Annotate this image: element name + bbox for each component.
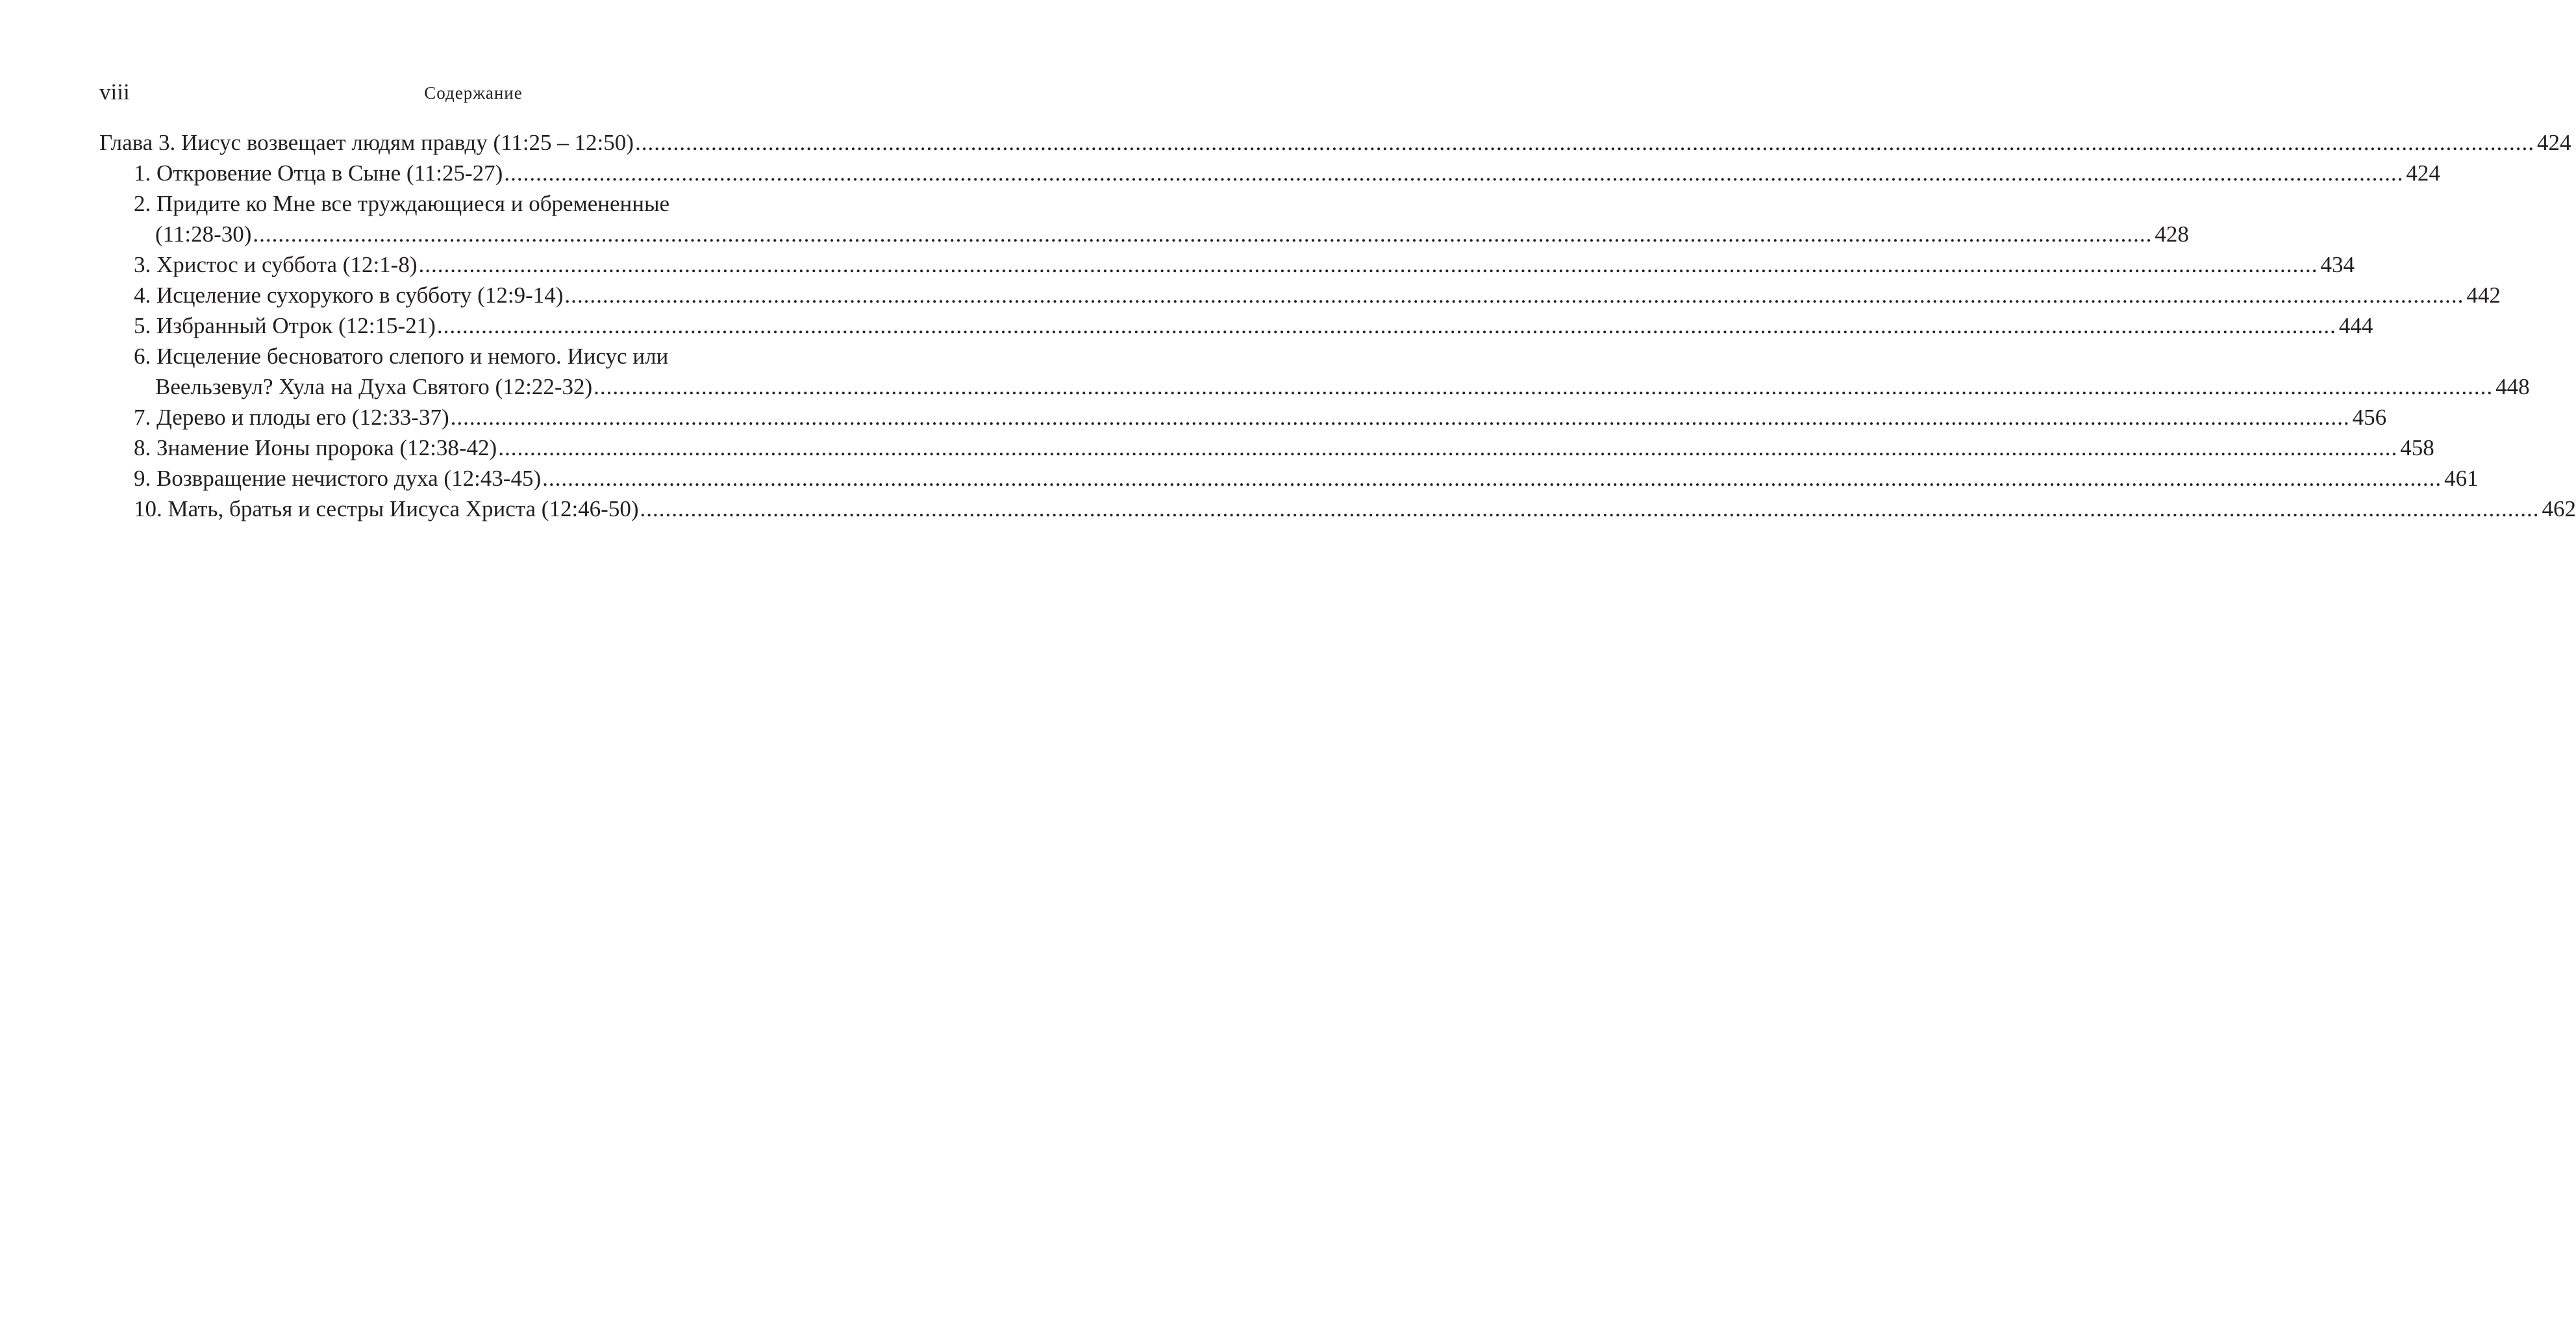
- toc-entry[interactable]: [99, 249, 2355, 280]
- toc-entry-title: 8. Знамение Ионы пророка (12:38-42): [134, 435, 497, 460]
- toc-page-number: 428: [2155, 221, 2189, 247]
- toc-entry-title: 9. Возвращение нечистого духа (12:43-45): [134, 466, 542, 491]
- toc-entry[interactable]: [99, 341, 2530, 402]
- toc-entry-title: 6. Исцеление бесноватого слепого и немого. Иисус или: [134, 344, 669, 369]
- toc-page-number: 448: [2495, 374, 2530, 399]
- toc-entry[interactable]: [99, 310, 2373, 341]
- toc-entry-title: 5. Избранный Отрок (12:15-21): [134, 313, 436, 338]
- leader-dots: ............................................................................................................................................................................................................................................................................................................: [634, 130, 2534, 155]
- toc-entry-title-continued: (11:28-30): [155, 221, 252, 247]
- leader-dots: ............................................................................................................................................................................................................................................................................................................: [594, 374, 2494, 399]
- toc-entry[interactable]: [99, 433, 2434, 463]
- leader-dots: ............................................................................................................................................................................................................................................................................................................: [542, 466, 2442, 491]
- toc-page-number: 456: [2352, 405, 2387, 430]
- toc-entry-title: 7. Дерево и плоды его (12:33-37): [134, 405, 449, 430]
- toc-entry[interactable]: [99, 158, 2440, 188]
- leader-dots: ............................................................................................................................................................................................................................................................................................................: [564, 282, 2464, 308]
- leader-dots: ............................................................................................................................................................................................................................................................................................................: [253, 221, 2153, 247]
- toc-page-number: 461: [2444, 466, 2479, 491]
- toc-chapter-entry[interactable]: [99, 127, 2571, 158]
- leader-dots: ............................................................................................................................................................................................................................................................................................................: [418, 252, 2318, 277]
- toc-entry[interactable]: [99, 494, 2576, 524]
- toc-entry-title: 3. Христос и суббота (12:1-8): [134, 252, 418, 277]
- toc-entry-title: 10. Мать, братья и сестры Иисуса Христа (12:46-50): [134, 496, 639, 521]
- toc-entry-title: 1. Откровение Отца в Сыне (11:25-27): [134, 160, 503, 186]
- toc-entry[interactable]: [99, 463, 2479, 494]
- toc-page-number: 434: [2320, 252, 2355, 277]
- table-of-contents: [99, 127, 2576, 524]
- page-header: [99, 77, 820, 108]
- leader-dots: ............................................................................................................................................................................................................................................................................................................: [450, 405, 2350, 430]
- toc-entry[interactable]: [99, 280, 2501, 310]
- toc-page-number: 462: [2542, 496, 2576, 521]
- toc-page-number: 442: [2466, 282, 2501, 308]
- toc-page-number: 424: [2406, 160, 2440, 186]
- toc-entry[interactable]: [99, 188, 2189, 249]
- toc-page-number: 458: [2400, 435, 2434, 460]
- toc-page-number: 424: [2536, 130, 2571, 155]
- page-folio: viii: [99, 79, 130, 105]
- toc-page-number: 444: [2338, 313, 2373, 338]
- toc-entry-title: 4. Исцеление сухорукого в субботу (12:9-14): [134, 282, 564, 308]
- leader-dots: ............................................................................................................................................................................................................................................................................................................: [498, 435, 2398, 460]
- running-title: Содержание: [424, 83, 523, 103]
- toc-chapter-title: Глава 3. Иисус возвещает людям правду (11:25 – 12:50): [99, 130, 634, 155]
- toc-entry-title-continued: Веельзевул? Хула на Духа Святого (12:22-32): [155, 374, 593, 399]
- leader-dots: ............................................................................................................................................................................................................................................................................................................: [436, 313, 2336, 338]
- toc-entry-title: 2. Придите ко Мне все труждающиеся и обремененные: [134, 191, 670, 216]
- leader-dots: ............................................................................................................................................................................................................................................................................................................: [504, 160, 2404, 186]
- toc-entry[interactable]: [99, 402, 2387, 433]
- leader-dots: ............................................................................................................................................................................................................................................................................................................: [640, 496, 2540, 521]
